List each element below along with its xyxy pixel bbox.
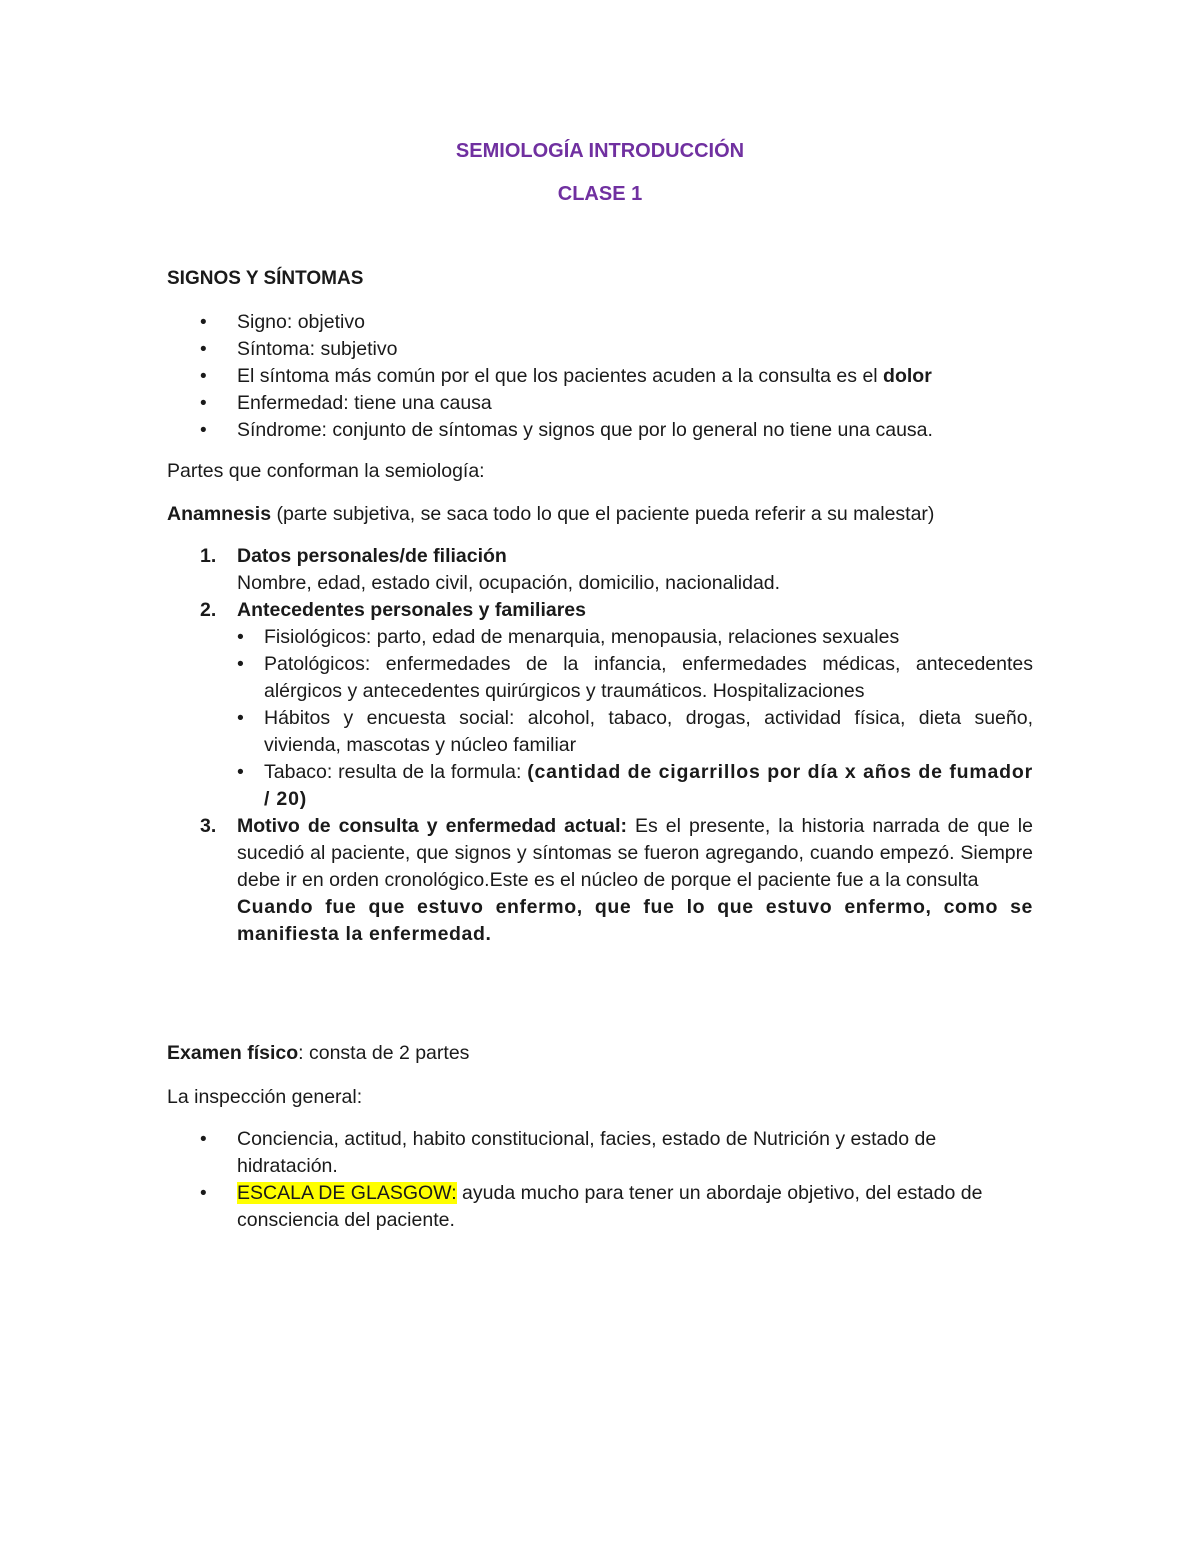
anamnesis-paragraph: Anamnesis (parte subjetiva, se saca todo lo que el paciente pueda referir a su malestar) bbox=[167, 503, 935, 525]
inspeccion-heading: La inspección general: bbox=[167, 1086, 363, 1108]
list-item: 3. Motivo de consulta y enfermedad actual: Es el presente, la historia narrada de que le sucedió al paciente, que signos y síntomas se fueron agregando, cuando empezó. Siempre debe ir en orden cronológico.Este es el núcleo de porque el paciente fue a la consulta Cuando fue que estuvo enfermo, que fue lo que estuvo enfermo, como se manifiesta la enfermedad. bbox=[167, 813, 1033, 948]
list-item: • ESCALA DE GLASGOW: ayuda mucho para tener un abordaje objetivo, del estado de consciencia del paciente. bbox=[167, 1180, 1033, 1234]
list-item: • Conciencia, actitud, habito constitucional, facies, estado de Nutrición y estado de hidratación. bbox=[167, 1126, 1033, 1180]
list-item: • Signo: objetivo bbox=[167, 309, 1033, 336]
list-item: 2. Antecedentes personales y familiares • Fisiológicos: parto, edad de menarquia, menopausia, relaciones sexuales • Patológicos: enfermedades de la infancia, enfermedades médicas, antecedentes alérgicos y antecedentes quirúrgicos y traumáticos. Hospitalizaciones • Hábitos y encuesta social: alcohol, tabaco, drogas, actividad física, dieta sueño, vivienda, mascotas y núcleo familiar • Tabaco: resulta de la formula: (cantidad de cigarrillos por día x años de fumador / 20) bbox=[167, 597, 1033, 813]
item-title: Datos personales/de filiación bbox=[237, 545, 507, 567]
partes-text: Partes que conforman la semiología: bbox=[167, 460, 485, 482]
document-title: SEMIOLOGÍA INTRODUCCIÓN bbox=[455, 140, 745, 162]
inspeccion-list bbox=[167, 1126, 1033, 1234]
examen-paragraph: Examen físico: consta de 2 partes bbox=[167, 1042, 470, 1064]
sub-list-item: • Patológicos: enfermedades de la infancia, enfermedades médicas, antecedentes alérgicos y antecedentes quirúrgicos y traumáticos. Hospitalizaciones bbox=[237, 651, 1033, 705]
anamnesis-label: Anamnesis bbox=[167, 503, 272, 525]
examen-label: Examen físico bbox=[167, 1042, 299, 1064]
glasgow-highlight: ESCALA DE GLASGOW: bbox=[237, 1182, 457, 1204]
antecedentes-sublist bbox=[237, 624, 1033, 813]
list-item: • El síntoma más común por el que los pacientes acuden a la consulta es el dolor bbox=[167, 363, 1033, 390]
item-text: Nombre, edad, estado civil, ocupación, domicilio, nacionalidad. bbox=[237, 572, 781, 594]
signos-list bbox=[167, 309, 1033, 444]
sub-list-item: • Tabaco: resulta de la formula: (cantidad de cigarrillos por día x años de fumador / 20) bbox=[237, 759, 1033, 813]
bold-dolor: dolor bbox=[883, 365, 932, 387]
section-heading-signos: SIGNOS Y SÍNTOMAS bbox=[167, 268, 364, 289]
anamnesis-list bbox=[167, 543, 1033, 948]
motivo-bold-text: Cuando fue que estuvo enfermo, que fue lo que estuvo enfermo, como se manifiesta la enfermedad. bbox=[237, 896, 1033, 945]
item-title: Motivo de consulta y enfermedad actual: bbox=[237, 815, 628, 837]
item-title: Antecedentes personales y familiares bbox=[237, 599, 586, 621]
item-text: Es el presente, la historia narrada de que le sucedió al paciente, que signos y síntomas se fueron agregando, cuando empezó. Siempre debe ir en orden cronológico.Este es el núcleo de porque el paciente fue a la consulta bbox=[237, 815, 1033, 891]
list-item: 1. Datos personales/de filiación Nombre, edad, estado civil, ocupación, domicilio, nacionalidad. bbox=[167, 543, 1033, 597]
list-item: • Enfermedad: tiene una causa bbox=[167, 390, 1033, 417]
tabaco-formula: (cantidad de cigarrillos por día x años de fumador / 20) bbox=[264, 761, 1033, 810]
list-item: • Síntoma: subjetivo bbox=[167, 336, 1033, 363]
document-subtitle: CLASE 1 bbox=[557, 183, 643, 205]
list-item: • Síndrome: conjunto de síntomas y signos que por lo general no tiene una causa. bbox=[167, 417, 1033, 444]
sub-list-item: • Fisiológicos: parto, edad de menarquia, menopausia, relaciones sexuales bbox=[237, 624, 1033, 651]
sub-list-item: • Hábitos y encuesta social: alcohol, tabaco, drogas, actividad física, dieta sueño, vivienda, mascotas y núcleo familiar bbox=[237, 705, 1033, 759]
